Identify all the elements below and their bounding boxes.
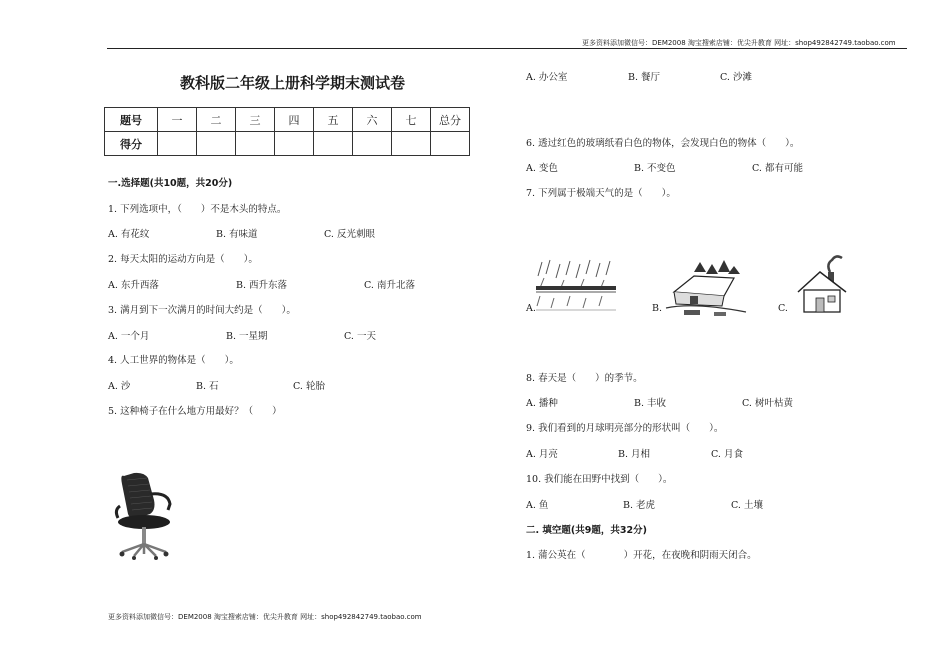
score-input-cell[interactable]: [314, 132, 353, 156]
q2-option-c: C. 南升北落: [364, 280, 415, 291]
question-2: 2. 每天太阳的运动方向是（ ）。: [108, 254, 258, 265]
q5-option-b: B. 餐厅: [628, 72, 661, 83]
q1-option-a: A. 有花纹: [108, 229, 150, 240]
question-10: 10. 我们能在田野中找到（ ）。: [526, 474, 673, 485]
score-row-label: 得分: [105, 132, 158, 156]
question-7: 7. 下列属于极端天气的是（ ）。: [526, 188, 676, 199]
section-fill-heading: 二. 填空题(共9题，共32分): [526, 525, 647, 536]
q7-option-b: B.: [652, 303, 663, 314]
score-cell-total: 总分: [431, 108, 470, 132]
question-8: 8. 春天是（ ）的季节。: [526, 373, 643, 384]
score-input-cell[interactable]: [353, 132, 392, 156]
q5-option-c: C. 沙滩: [720, 72, 752, 83]
q10-option-a: A. 鱼: [526, 500, 549, 511]
question-6: 6. 透过红色的玻璃纸看白色的物体，会发现白色的物体（ ）。: [526, 138, 800, 149]
score-cell-3: 三: [236, 108, 275, 132]
section-choice-heading: 一.选择题(共10题，共20分): [108, 178, 233, 189]
q10-option-c: C. 土壤: [731, 500, 763, 511]
q8-option-b: B. 丰收: [634, 398, 667, 409]
score-cell-label: 题号: [105, 108, 158, 132]
score-cell-1: 一: [158, 108, 197, 132]
q2-option-b: B. 西升东落: [236, 280, 288, 291]
score-input-cell[interactable]: [197, 132, 236, 156]
score-input-cell[interactable]: [275, 132, 314, 156]
score-cell-6: 六: [353, 108, 392, 132]
score-cell-2: 二: [197, 108, 236, 132]
q4-option-b: B. 石: [196, 381, 219, 392]
score-input-cell[interactable]: [236, 132, 275, 156]
q2-option-a: A. 东升西落: [108, 280, 159, 291]
q3-option-a: A. 一个月: [108, 331, 150, 342]
footer-note: 更多资料添加微信号：DEM2008 淘宝搜索店铺：优尖升教育 网址：shop492842749.taobao.com: [108, 613, 422, 621]
q6-option-c: C. 都有可能: [752, 163, 803, 174]
score-table-score-row: [105, 132, 470, 156]
question-1: 1. 下列选项中，（ ）不是木头的特点。: [108, 204, 287, 215]
score-input-cell[interactable]: [158, 132, 197, 156]
q6-option-a: A. 变色: [526, 163, 558, 174]
score-table: [104, 107, 470, 156]
fill-question-1: 1. 蒲公英在（ ）开花，在夜晚和阴雨天闭合。: [526, 550, 757, 561]
q1-option-b: B. 有味道: [216, 229, 258, 240]
score-cell-4: 四: [275, 108, 314, 132]
q1-option-c: C. 反光刺眼: [324, 229, 375, 240]
score-cell-7: 七: [392, 108, 431, 132]
q9-option-b: B. 月相: [618, 449, 651, 460]
score-cell-5: 五: [314, 108, 353, 132]
q3-option-c: C. 一天: [344, 331, 376, 342]
q3-option-b: B. 一星期: [226, 331, 268, 342]
storm-rain-image: [534, 258, 619, 318]
q10-option-b: B. 老虎: [623, 500, 656, 511]
question-9: 9. 我们看到的月球明亮部分的形状叫（ ）。: [526, 423, 724, 434]
q6-option-b: B. 不变色: [634, 163, 676, 174]
snow-house-image: [664, 258, 749, 320]
q8-option-a: A. 播种: [526, 398, 558, 409]
office-chair-image: [110, 470, 182, 560]
question-5: 5. 这种椅子在什么地方用最好？（ ）: [108, 406, 282, 417]
question-3: 3. 满月到下一次满月的时间大约是（ ）。: [108, 305, 296, 316]
header-divider: [107, 48, 907, 49]
score-input-cell[interactable]: [392, 132, 431, 156]
q9-option-a: A. 月亮: [526, 449, 558, 460]
score-input-cell[interactable]: [431, 132, 470, 156]
q8-option-c: C. 树叶枯黄: [742, 398, 793, 409]
q5-option-a: A. 办公室: [526, 72, 568, 83]
question-4: 4. 人工世界的物体是（ ）。: [108, 355, 239, 366]
score-table-header-row: [105, 108, 470, 132]
q7-option-a: A.: [526, 303, 536, 314]
q4-option-c: C. 轮胎: [293, 381, 325, 392]
q7-option-c: C.: [778, 303, 788, 314]
q4-option-a: A. 沙: [108, 381, 131, 392]
header-note: 更多资料添加微信号：DEM2008 淘宝搜索店铺：优尖升教育 网址：shop492842749.taobao.com: [582, 39, 896, 47]
page-title: 教科版二年级上册科学期末测试卷: [180, 74, 406, 92]
house-chimney-image: [792, 252, 854, 318]
q9-option-c: C. 月食: [711, 449, 743, 460]
